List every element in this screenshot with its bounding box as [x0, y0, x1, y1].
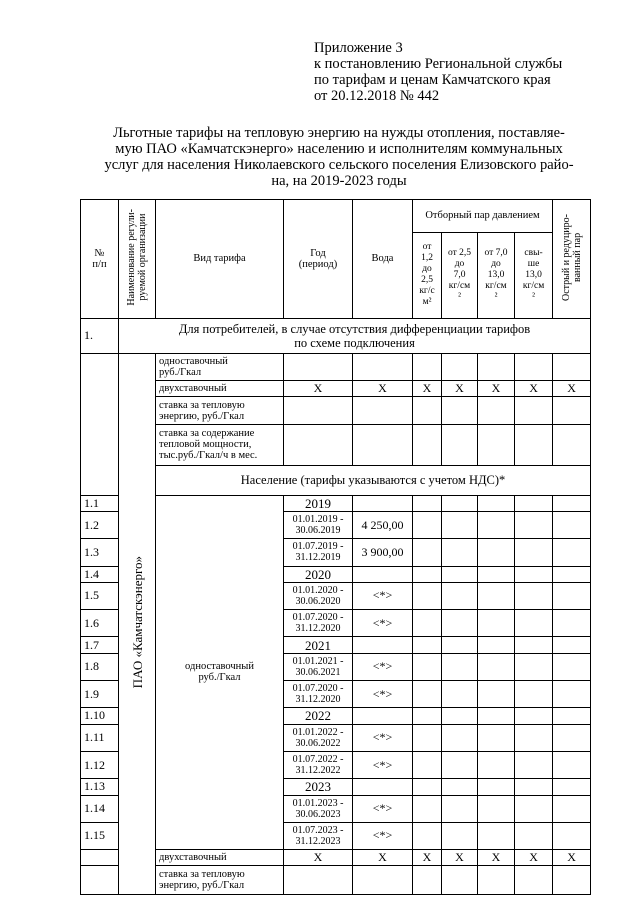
period-cell: 01.07.2020 - 31.12.2020	[284, 610, 353, 637]
cell	[413, 822, 442, 849]
cell	[442, 681, 478, 708]
cell	[478, 539, 515, 566]
period-cell: 01.01.2019 - 30.06.2019	[284, 511, 353, 538]
cell	[515, 653, 553, 680]
row-number: 1.6	[81, 610, 119, 637]
header-pressure-1: от 1,2 до 2,5 кг/с м²	[413, 232, 442, 318]
x-mark: X	[413, 850, 442, 866]
cell	[515, 779, 553, 795]
cell	[353, 397, 413, 424]
org-name-cell	[119, 353, 156, 894]
row-num-blank	[81, 850, 119, 866]
cell	[515, 539, 553, 566]
cell	[413, 708, 442, 724]
x-mark: X	[442, 850, 478, 866]
cell	[478, 751, 515, 778]
cell	[353, 637, 413, 653]
cell	[442, 610, 478, 637]
cell	[353, 566, 413, 582]
period-cell: 01.01.2023 - 30.06.2023	[284, 795, 353, 822]
cell	[478, 495, 515, 511]
cell	[478, 779, 515, 795]
cell	[515, 582, 553, 609]
cell	[478, 566, 515, 582]
cell	[553, 751, 591, 778]
header-water: Вода	[353, 200, 413, 319]
cell	[515, 566, 553, 582]
cell	[515, 724, 553, 751]
cell	[413, 866, 442, 895]
cell	[413, 779, 442, 795]
cell	[515, 751, 553, 778]
cell	[442, 637, 478, 653]
cell	[442, 495, 478, 511]
header-sharp-steam: Острый и редуциро- ванный пар	[553, 200, 591, 319]
appendix-line: Приложение 3	[314, 40, 403, 56]
cell	[442, 353, 478, 380]
cell	[553, 582, 591, 609]
cell	[442, 795, 478, 822]
tariff-value: 4 250,00	[353, 511, 413, 538]
cell	[515, 397, 553, 424]
cell	[353, 424, 413, 465]
x-mark: X	[284, 381, 353, 397]
cell	[413, 653, 442, 680]
row-number: 1.1	[81, 495, 119, 511]
year-cell: 2020	[284, 566, 353, 582]
cell	[553, 708, 591, 724]
cell	[553, 724, 591, 751]
cell	[413, 637, 442, 653]
cell	[442, 866, 478, 895]
row-number: 1.8	[81, 653, 119, 680]
year-cell: 2021	[284, 637, 353, 653]
period-cell: 01.07.2020 - 31.12.2020	[284, 681, 353, 708]
section-title: Для потребителей, в случае отсутствия дифференциации тарифов по схеме подключения	[119, 318, 591, 353]
row-number: 1.14	[81, 795, 119, 822]
cell	[515, 822, 553, 849]
cell	[515, 511, 553, 538]
x-mark: X	[413, 381, 442, 397]
period-cell: 01.01.2020 - 30.06.2020	[284, 582, 353, 609]
cell	[442, 539, 478, 566]
cell	[553, 653, 591, 680]
header-steam-group: Отборный пар давлением	[413, 200, 553, 233]
cell	[284, 397, 353, 424]
cell	[353, 353, 413, 380]
x-mark: X	[515, 850, 553, 866]
cell	[515, 681, 553, 708]
cell	[553, 353, 591, 380]
tariff-two-part: двухставочный	[156, 381, 284, 397]
appendix-line: по тарифам и ценам Камчатского края	[314, 72, 551, 88]
cell	[442, 779, 478, 795]
cell	[515, 610, 553, 637]
cell	[478, 353, 515, 380]
year-cell: 2019	[284, 495, 353, 511]
cell	[442, 511, 478, 538]
row-number: 1.3	[81, 539, 119, 566]
cell	[553, 566, 591, 582]
cell	[353, 866, 413, 895]
header-pressure-2: от 2,5 до 7,0 кг/см ²	[442, 232, 478, 318]
period-cell: 01.07.2022 - 31.12.2022	[284, 751, 353, 778]
cell	[442, 397, 478, 424]
appendix-block	[314, 40, 614, 104]
header-pressure-4: свы- ше 13,0 кг/см ²	[515, 232, 553, 318]
period-cell: 01.07.2023 - 31.12.2023	[284, 822, 353, 849]
row-number: 1.7	[81, 637, 119, 653]
cell	[478, 610, 515, 637]
header-tariff-type: Вид тарифа	[156, 200, 284, 319]
header-org: Наименование регули- руемой организации	[119, 200, 156, 319]
row-number: 1.11	[81, 724, 119, 751]
appendix-line: от 20.12.2018 № 442	[314, 88, 440, 104]
tariff-value: <*>	[353, 751, 413, 778]
row-number: 1.12	[81, 751, 119, 778]
cell	[442, 822, 478, 849]
tariff-table	[80, 199, 591, 895]
tariff-heat-rate-bottom: ставка за тепловую энергию, руб./Гкал	[156, 866, 284, 895]
cell	[413, 353, 442, 380]
tariff-value: <*>	[353, 822, 413, 849]
year-cell: 2023	[284, 779, 353, 795]
cell	[553, 795, 591, 822]
cell	[478, 822, 515, 849]
cell	[515, 637, 553, 653]
cell	[442, 424, 478, 465]
document-title	[86, 125, 592, 189]
cell	[413, 795, 442, 822]
header-year: Год (период)	[284, 200, 353, 319]
cell	[515, 866, 553, 895]
cell	[442, 751, 478, 778]
title-line: на, на 2019-2023 годы	[271, 173, 407, 189]
tariff-heat-rate: ставка за тепловую энергию, руб./Гкал	[156, 397, 284, 424]
tariff-two-part-bottom: двухставочный	[156, 850, 284, 866]
cell	[478, 708, 515, 724]
title-line: услуг для населения Николаевского сельского поселения Елизовского райо-	[104, 157, 574, 173]
cell	[553, 779, 591, 795]
x-mark: X	[553, 381, 591, 397]
cell	[413, 582, 442, 609]
row-num-blank	[81, 866, 119, 895]
x-mark: X	[353, 850, 413, 866]
cell	[353, 708, 413, 724]
cell	[515, 708, 553, 724]
cell	[442, 708, 478, 724]
cell	[442, 566, 478, 582]
cell	[442, 724, 478, 751]
row-number: 1.2	[81, 511, 119, 538]
cell	[478, 582, 515, 609]
row-number: 1.13	[81, 779, 119, 795]
cell	[413, 681, 442, 708]
cell	[478, 866, 515, 895]
x-mark: X	[442, 381, 478, 397]
tariff-value: <*>	[353, 724, 413, 751]
cell	[515, 353, 553, 380]
cell	[515, 495, 553, 511]
cell	[553, 539, 591, 566]
period-cell: 01.07.2019 - 31.12.2019	[284, 539, 353, 566]
row-number: 1.10	[81, 708, 119, 724]
header-num: № п/п	[81, 200, 119, 319]
cell	[478, 653, 515, 680]
tariff-value: <*>	[353, 795, 413, 822]
cell	[478, 637, 515, 653]
cell	[515, 795, 553, 822]
cell	[284, 424, 353, 465]
tariff-one-part: одноставочный руб./Гкал	[156, 353, 284, 380]
cell	[478, 724, 515, 751]
cell	[413, 424, 442, 465]
x-mark: X	[284, 850, 353, 866]
tariff-capacity-rate: ставка за содержание тепловой мощности, тыс.руб./Гкал/ч в мес.	[156, 424, 284, 465]
appendix-line: к постановлению Региональной службы	[314, 56, 563, 72]
cell	[284, 353, 353, 380]
cell	[413, 511, 442, 538]
cell	[478, 397, 515, 424]
title-line: мую ПАО «Камчатскэнерго» населению и исполнителям коммунальных	[115, 141, 563, 157]
cell	[553, 822, 591, 849]
cell	[413, 397, 442, 424]
cell	[553, 866, 591, 895]
cell	[413, 566, 442, 582]
year-cell: 2022	[284, 708, 353, 724]
header-pressure-3: от 7,0 до 13,0 кг/см ²	[478, 232, 515, 318]
cell	[478, 424, 515, 465]
tariff-value: <*>	[353, 681, 413, 708]
cell	[413, 539, 442, 566]
tariff-value: <*>	[353, 653, 413, 680]
population-tariff-type: одноставочный руб./Гкал	[156, 495, 284, 849]
cell	[478, 795, 515, 822]
x-mark: X	[478, 850, 515, 866]
org-name: ПАО «Камчатскэнерго»	[129, 556, 145, 689]
tariff-value: <*>	[353, 610, 413, 637]
cell	[413, 724, 442, 751]
period-cell: 01.01.2021 - 30.06.2021	[284, 653, 353, 680]
cell	[353, 779, 413, 795]
cell	[413, 610, 442, 637]
section-num: 1.	[81, 318, 119, 353]
cell	[553, 424, 591, 465]
cell	[413, 751, 442, 778]
cell	[478, 681, 515, 708]
row-number: 1.9	[81, 681, 119, 708]
cell	[284, 866, 353, 895]
cell	[553, 397, 591, 424]
cell	[413, 495, 442, 511]
tariff-value: <*>	[353, 582, 413, 609]
cell	[553, 511, 591, 538]
cell	[553, 637, 591, 653]
cell	[442, 653, 478, 680]
tariff-value: 3 900,00	[353, 539, 413, 566]
x-mark: X	[478, 381, 515, 397]
x-mark: X	[553, 850, 591, 866]
row-number: 1.4	[81, 566, 119, 582]
cell	[478, 511, 515, 538]
row-num-blank	[81, 353, 119, 495]
x-mark: X	[515, 381, 553, 397]
cell	[553, 610, 591, 637]
x-mark: X	[353, 381, 413, 397]
cell	[515, 424, 553, 465]
cell	[353, 495, 413, 511]
title-line: Льготные тарифы на тепловую энергию на нужды отопления, поставляе-	[113, 125, 565, 141]
cell	[553, 681, 591, 708]
period-cell: 01.01.2022 - 30.06.2022	[284, 724, 353, 751]
cell	[442, 582, 478, 609]
row-number: 1.15	[81, 822, 119, 849]
population-heading: Население (тарифы указываются с учетом НДС)*	[156, 466, 591, 495]
cell	[553, 495, 591, 511]
row-number: 1.5	[81, 582, 119, 609]
